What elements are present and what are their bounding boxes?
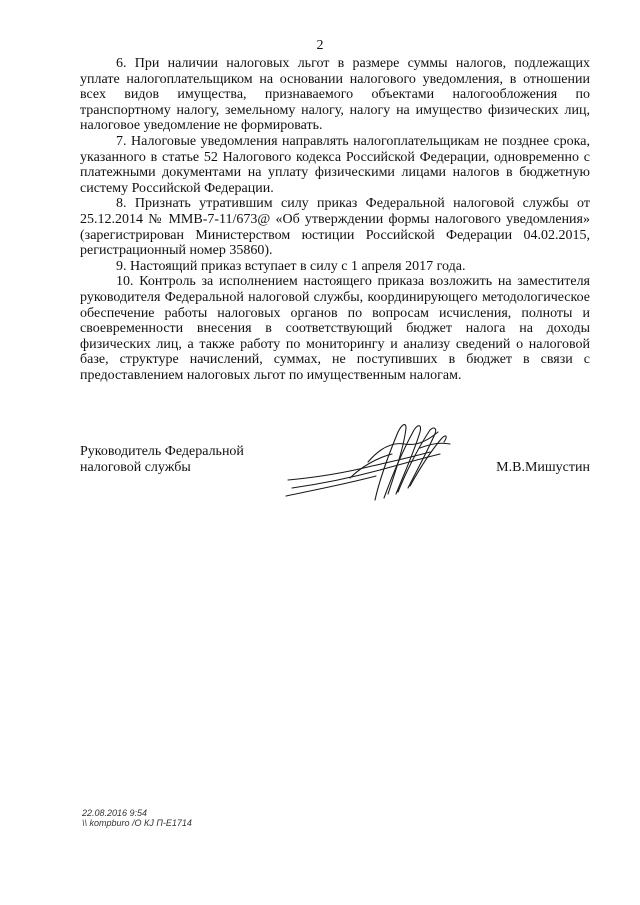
paragraph-9: 9. Настоящий приказ вступает в силу с 1 апреля 2017 года. <box>116 258 466 274</box>
page-number: 2 <box>316 38 324 53</box>
paragraph-6: 6. При наличии налоговых льгот в размере суммы налогов, подлежащих уплате налогоплательщиком на основании налогового уведомления, в отношении всех видов имущества, признаваемого объектами налогообложения по транспортному налогу, земельному налогу, налогу на имущество физических лиц, налоговое уведомление не формировать. <box>80 56 590 134</box>
paragraph-8: 8. Признать утратившим силу приказ Федеральной налоговой службы от 25.12.2014 № ММВ-7-11/673@ «Об утверждении формы налогового уведомления» (зарегистрирован Министерством юстиции Российской Федерации 04.02.2015, регистрационный номер 35860). <box>80 196 590 259</box>
signer-title <box>80 444 280 476</box>
handwritten-signature <box>280 418 455 508</box>
document-body <box>80 56 590 383</box>
footer-file-path: \\ kompburo /О КЈ П-Е1714 <box>82 818 192 828</box>
paragraph-7: 7. Налоговые уведомления направлять налогоплательщикам не позднее срока, указанного в статье 52 Налогового кодекса Российской Федерации, одновременно с платежными документами на уплату физическими лицами налогов в бюджетную систему Российской Федерации. <box>80 133 590 196</box>
signer-title-line1: Руководитель Федеральной <box>80 444 244 459</box>
document-footer <box>82 808 192 828</box>
signer-title-line2: налоговой службы <box>80 460 191 475</box>
signer-name: М.В.Мишустин <box>496 460 590 475</box>
paragraph-10: 10. Контроль за исполнением настоящего приказа возложить на заместителя руководителя Федеральной налоговой службы, координирующего методологическое обеспечение работы налоговых органов по вопросам исчисления, полноты и своевременности внесения в соответствующий бюджет налога на доходы физических лиц, а также работу по мониторингу и анализу сведений о налоговой базе, структуре начислений, суммах, не поступивших в бюджет в связи с предоставлением налоговых льгот по имущественным налогам. <box>80 274 590 383</box>
footer-timestamp: 22.08.2016 9:54 <box>82 808 148 818</box>
signature-block <box>80 440 590 520</box>
